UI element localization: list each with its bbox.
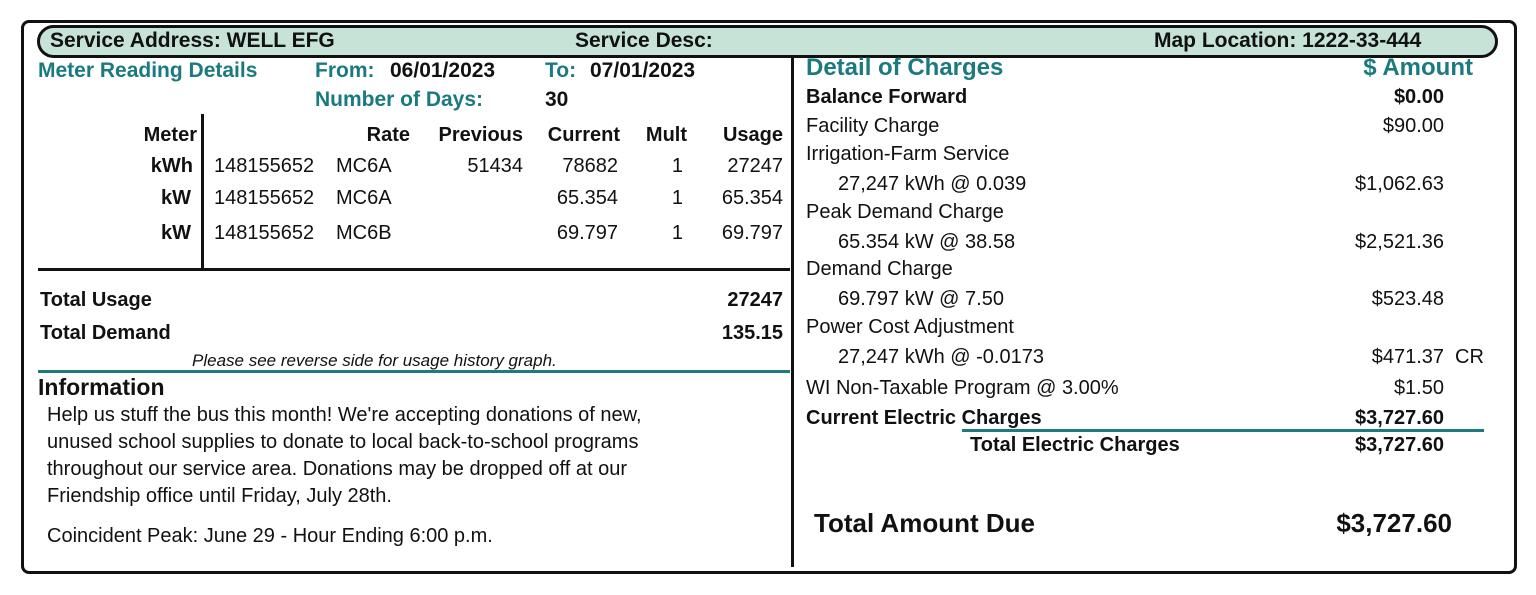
row1-unit: kWh [150, 155, 193, 177]
total-due-value: $3,727.60 [1336, 508, 1452, 538]
meter-table-hline [38, 268, 790, 271]
service-desc: Service Desc: [575, 29, 713, 52]
service-address: Service Address: WELL EFG [50, 29, 335, 52]
row1-previous: 51434 [467, 155, 523, 177]
demand-charge-label: Demand Charge [806, 258, 953, 280]
wi-program-label: WI Non-Taxable Program @ 3.00% [806, 377, 1119, 399]
row2-meter-no: 148155652 [214, 187, 315, 209]
column-divider [791, 55, 794, 567]
total-usage-value: 27247 [727, 289, 783, 311]
row1-meter-no: 148155652 [214, 155, 315, 177]
col-header-meter: Meter [143, 124, 197, 146]
info-line-4: Friendship office until Friday, July 28th. [47, 485, 392, 507]
row2-rate: MC6A [336, 187, 392, 209]
row3-meter-no: 148155652 [214, 222, 315, 244]
info-line-2: unused school supplies to donate to local back-to-school programs [47, 431, 639, 453]
row3-current: 69.797 [556, 222, 618, 244]
row2-usage: 65.354 [721, 187, 783, 209]
map-location: Map Location: 1222-33-444 [1154, 29, 1422, 52]
total-electric-value: $3,727.60 [1355, 434, 1444, 456]
current-charges-label: Current Electric Charges [806, 407, 1042, 429]
meter-reading-title: Meter Reading Details [38, 59, 258, 82]
peak-demand-value: $2,521.36 [1355, 231, 1444, 253]
col-header-rate: Rate [366, 124, 410, 146]
total-due-label: Total Amount Due [814, 508, 1035, 538]
days-label: Number of Days: [315, 88, 484, 111]
total-electric-label: Total Electric Charges [970, 434, 1180, 456]
subtotal-divider [962, 429, 1484, 432]
to-date: 07/01/2023 [590, 59, 696, 82]
to-label: To: [545, 59, 577, 82]
col-header-usage: Usage [722, 124, 783, 146]
wi-program-value: $1.50 [1393, 377, 1444, 399]
col-header-mult: Mult [645, 124, 687, 146]
pca-credit-suffix: CR [1455, 346, 1484, 368]
peak-demand-label: Peak Demand Charge [806, 201, 1004, 223]
row2-unit: kW [161, 187, 191, 209]
facility-charge-value: $90.00 [1382, 115, 1444, 137]
facility-charge-label: Facility Charge [806, 115, 940, 137]
info-line-3: throughout our service area. Donations may be dropped off at our [47, 458, 627, 480]
row3-usage: 69.797 [721, 222, 783, 244]
demand-charge-detail: 69.797 kW @ 7.50 [838, 288, 1004, 310]
row1-current: 78682 [562, 155, 618, 177]
total-demand-label: Total Demand [40, 322, 171, 344]
balance-forward-label: Balance Forward [806, 86, 968, 108]
info-line-1: Help us stuff the bus this month! We're accepting donations of new, [47, 404, 642, 426]
coincident-peak: Coincident Peak: June 29 - Hour Ending 6:00 p.m. [47, 525, 493, 547]
row1-usage: 27247 [727, 155, 783, 177]
current-charges-value: $3,727.60 [1355, 407, 1444, 429]
row3-mult: 1 [671, 222, 683, 244]
row2-current: 65.354 [556, 187, 618, 209]
row3-rate: MC6B [336, 222, 392, 244]
row2-mult: 1 [671, 187, 683, 209]
col-header-current: Current [547, 124, 620, 146]
pca-value: $471.37 [1371, 346, 1444, 368]
pca-detail: 27,247 kWh @ -0.0173 [838, 346, 1044, 368]
amount-header: $ Amount [1363, 54, 1473, 81]
balance-forward-value: $0.00 [1393, 86, 1444, 108]
charges-title: Detail of Charges [806, 54, 1004, 81]
info-divider [38, 370, 790, 373]
row1-rate: MC6A [336, 155, 392, 177]
information-title: Information [38, 374, 165, 400]
total-usage-label: Total Usage [40, 289, 152, 311]
irrigation-value: $1,062.63 [1355, 173, 1444, 195]
from-label: From: [315, 59, 375, 82]
meter-table-vline [201, 114, 204, 270]
peak-demand-detail: 65.354 kW @ 38.58 [838, 231, 1016, 253]
col-header-previous: Previous [438, 124, 523, 146]
row3-unit: kW [161, 222, 191, 244]
demand-charge-value: $523.48 [1371, 288, 1444, 310]
pca-label: Power Cost Adjustment [806, 316, 1014, 338]
irrigation-detail: 27,247 kWh @ 0.039 [838, 173, 1027, 195]
usage-history-note: Please see reverse side for usage history graph. [192, 351, 557, 370]
irrigation-label: Irrigation-Farm Service [806, 143, 1010, 165]
days-value: 30 [545, 88, 569, 111]
row1-mult: 1 [671, 155, 683, 177]
total-demand-value: 135.15 [721, 322, 783, 344]
from-date: 06/01/2023 [390, 59, 496, 82]
